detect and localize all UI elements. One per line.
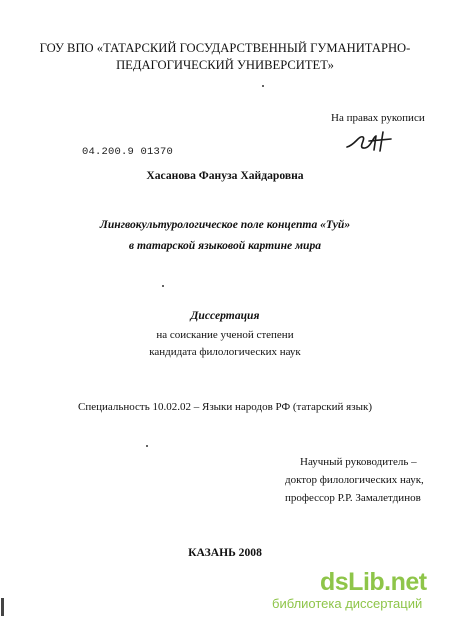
watermark-caption: библиотека диссертаций xyxy=(272,596,423,611)
watermark-logo: dsLib.net xyxy=(320,568,427,596)
supervisor-line-1: Научный руководитель – xyxy=(300,456,417,468)
degree-line-1: на соискание ученой степени xyxy=(156,329,294,341)
dslib-watermark xyxy=(272,568,442,614)
scan-speck xyxy=(162,285,164,287)
title-line-1: Лингвокультурологическое поле концепта «Туй» xyxy=(99,218,351,231)
city-year: КАЗАНЬ 2008 xyxy=(188,546,262,559)
specialty: Специальность 10.02.02 – Языки народов РФ (татарский язык) xyxy=(78,401,372,413)
supervisor-line-2: доктор филологических наук, xyxy=(285,474,424,486)
scan-speck xyxy=(146,445,148,447)
scan-speck xyxy=(262,85,264,87)
scan-edge-mark xyxy=(1,598,4,616)
institution-line-1: ГОУ ВПО «ТАТАРСКИЙ ГОСУДАРСТВЕННЫЙ ГУМАНИТАРНО- xyxy=(39,41,411,55)
degree-heading: Диссертация xyxy=(190,309,260,322)
manuscript-note: На правах рукописи xyxy=(331,112,425,124)
institution-line-2: ПЕДАГОГИЧЕСКИЙ УНИВЕРСИТЕТ» xyxy=(116,58,334,72)
title-line-2: в татарской языковой картине мира xyxy=(128,239,322,252)
author-name: Хасанова Фануза Хайдаровна xyxy=(146,169,304,182)
degree-line-2: кандидата филологических наук xyxy=(149,346,301,358)
supervisor-line-3: профессор Р.Р. Замалетдинов xyxy=(285,492,421,504)
registration-number: 04.200.9 01370 xyxy=(82,146,174,158)
signature-mark xyxy=(345,127,395,153)
